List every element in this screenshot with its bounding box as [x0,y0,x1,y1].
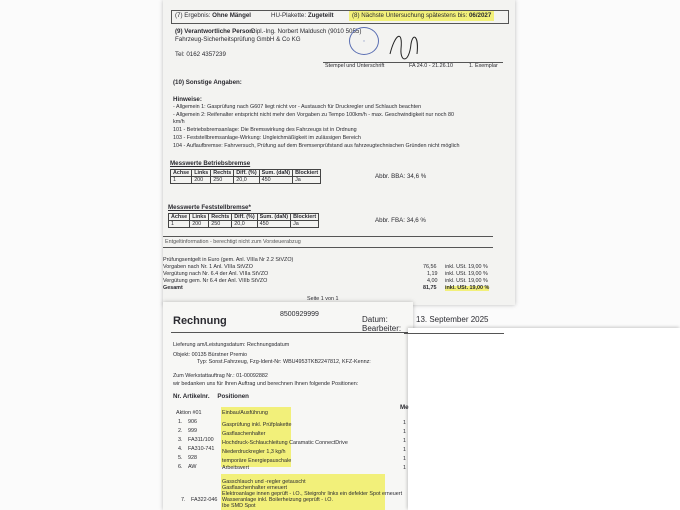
object-line: Objekt: 00135 Bürstner Premio [173,352,248,358]
item-desc: Ibe SMD Spot [222,503,256,509]
work-note: Elektroanlage innen geprüft - i.O., Steigrohr links ein defekter Spot erneuert [222,491,403,497]
item-article: FA311/100 [188,437,214,443]
col-header: Blockiert [291,214,319,221]
result-value: Ohne Mängel [212,12,252,19]
table-cell: 450 [257,221,290,228]
work-note: Wasseranlage inkl. Boilerheizung geprüft - i.O. [222,497,333,503]
responsible-label: (9) Verantwortliche Person: [175,28,256,35]
fee-label: Vorgaben nach Nr. 1 Anl. VIIIa StVZO [163,264,253,270]
col-header: Rechts [209,214,232,221]
item-desc: temporäre Energiepauschale [222,458,292,464]
service-brake-abbr: Abbr. BBA: 34,6 % [375,173,427,180]
note-line: km/h [173,119,185,125]
divider [163,247,493,248]
quantity-cell: 1 [403,420,406,426]
item-nr: 5. [178,455,183,461]
fee-amount: 4,00 [427,278,438,284]
intro-line: wir bedanken uns für Ihren Auftrag und berechnen Ihnen folgende Positionen: [173,381,359,387]
fee-total-label: Gesamt [163,285,183,291]
work-note: Gasflaschenhalter erneuert [222,485,288,491]
item-nr: 3. [178,437,183,443]
table-cell: 450 [259,177,292,184]
col-header: Sum. (daN) [259,170,292,177]
responsible-phone: Tel: 0162 4357239 [175,51,226,58]
col-nr: Nr. [173,393,182,400]
parking-brake-title: Messwerte Feststellbremse* [168,204,251,211]
item-article: 928 [188,455,197,461]
next-inspection-label: (8) Nächste Untersuchung spätestens bis: [352,12,468,19]
parking-brake-table [168,213,319,228]
item-desc: Hochdruck-Schlauchleitung Caramatic ConnectDrive [222,440,348,446]
item-article: FA322-046 [191,497,218,503]
page-footer: Seite 1 von 1 [307,296,339,302]
note-line: - Allgemein 2: Reifenalter entspricht nicht mehr den Vorgaben zu Tempo 100km/h - max. Geschwindigkeit nur noch 80 [173,112,454,118]
table-cell: 250 [211,177,234,184]
service-brake-table [170,169,321,184]
result-label: (7) Ergebnis: [175,12,211,19]
fee-amount: 76,56 [423,264,437,270]
responsible-company: Fahrzeug-Sicherheitsprüfung GmbH & Co KG [175,36,301,43]
copy-note: 1. Exemplar [469,63,498,69]
fee-amount: 1,19 [427,271,438,277]
item-desc: Arbeitswert [222,465,249,471]
fee-tax: inkl. USt. 19,00 % [445,271,488,277]
quantity-cell: 1 [403,465,406,471]
quantity-cell: 1 [403,447,406,453]
table-row [169,221,319,228]
item-nr: 6. [178,464,183,470]
col-header: Diff. (%) [234,170,259,177]
item-nr: 7. [181,497,186,503]
col-header: Links [192,170,211,177]
note-line: 104 - Auflaufbremse: Fahrversuch, Prüfung auf dem Bremsenprüfstand aus fahrzeugtechnischen Gründen nicht möglich [173,143,460,149]
hu-plakette-value: Zugeteilt [307,12,334,19]
item-article: FA310-741 [188,446,215,452]
col-header: Rechts [211,170,234,177]
col-positions: Positionen [217,393,249,400]
stamp-caption: Stempel und Unterschrift [325,63,385,69]
col-header: Links [190,214,209,221]
item-nr: 1. [178,419,183,425]
fee-total-tax: inkl. USt. 19,00 % [445,285,490,291]
fee-label: Vergütung nach Nr. 6.4 der Anl. VIIIa StVZO [163,271,269,277]
col-header: Sum. (daN) [257,214,290,221]
table-cell: Ja [293,177,321,184]
item-nr: 4. [178,446,183,452]
table-cell: 20,0 [232,221,257,228]
official-stamp: ○ [349,27,379,55]
work-order-line: Zum Werkstattauftrag Nr.: 01-00092882 [173,373,268,379]
form-code: FA 24.0 - 21.26.10 [409,63,454,69]
editor-line [404,333,504,334]
hu-plakette-label: HU-Plakette: [271,12,307,19]
item-desc: Gasflaschenhalter [222,431,266,437]
invoice-page [163,302,413,510]
quantity-cell: 1 [403,438,406,444]
fee-tax: inkl. USt. 19,00 % [445,264,488,270]
service-brake-title: Messwerte Betriebsbremse [170,160,251,167]
signature [385,24,435,66]
table-cell: 20,0 [234,177,259,184]
fee-label: Prüfungsentgelt in Euro (gem. Anl. VIIIa Nr 2.2 StVZO) [163,257,294,263]
item-article: 906 [188,419,197,425]
item-nr: 2. [178,428,183,434]
col-header: Achse [171,170,192,177]
table-cell: 1 [171,177,192,184]
table-cell: 200 [192,177,211,184]
entgelt-info: Entgeltinformation - berechtigt nicht zum Vorsteuerabzug [165,239,301,245]
invoice-header-sheet [408,328,680,510]
fee-tax: inkl. USt. 19,00 % [445,278,488,284]
invoice-title: Rechnung [173,315,227,327]
col-header: Achse [169,214,190,221]
note-line: - Allgemein 1: Gasprüfung nach G607 liegt nicht vor - Austausch für Druckregler und Schlauch beachten [173,104,422,110]
notes-title: Hinweise: [173,96,202,103]
item-article: 999 [188,428,197,434]
table-row [171,177,321,184]
fee-total-amount: 81,75 [423,285,437,291]
table-cell: 1 [169,221,190,228]
date-value: 13. September 2025 [416,315,489,324]
fee-label: Vergütung gem. Nr 6.4 der Anl. VIIIb StVZO [163,278,268,284]
parking-brake-abbr: Abbr. FBA: 34,6 % [375,217,426,224]
divider [163,236,493,237]
action-title: Einbau/Ausführung [222,410,268,416]
item-desc: Niederdruckregler 1,3 kg/h [222,449,286,455]
date-label: Datum: [362,315,388,324]
other-info-title: (10) Sonstige Angaben: [173,79,242,86]
note-line: 103 - Feststellbremsanlage-Wirkung: Ungleichmäßigkeit im zulässigen Bereich [173,135,361,141]
col-header: Diff. (%) [232,214,257,221]
editor-label: Bearbeiter: [362,324,402,333]
note-line: 101 - Betriebsbremsanlage: Die Bremswirkung des Fahrzeugs ist in Ordnung [173,127,357,133]
table-cell: 250 [209,221,232,228]
table-cell: Ja [291,221,319,228]
col-header: Blockiert [293,170,321,177]
quantity-cell: 1 [403,456,406,462]
work-note: Gasschlauch und -regler getauscht [222,479,306,485]
quantity-header: Me [400,404,409,411]
table-header-row [169,214,319,221]
table-header-row [171,170,321,177]
hu-report-page [163,0,515,305]
action-label: Aktion #01 [176,410,202,416]
col-article: Artikelnr. [182,393,210,400]
quantity-cell: 1 [403,429,406,435]
table-cell: 200 [190,221,209,228]
next-inspection-value: 06/2027 [468,12,492,19]
item-article: AW [188,464,197,470]
invoice-number: 8500929999 [280,311,319,318]
delivery-line: Lieferung am/Leistungsdatum: Rechnungsdatum [173,342,290,348]
item-desc: Gasprüfung inkl. Prüfplakette [222,422,292,428]
type-line: Typ: Sonst.Fahrzeug, Fzg-Ident-Nr: WBU4953TKB2247812, KFZ-Kennz: [197,359,371,365]
responsible-person: Dipl.-Ing. Norbert Maldusch (9010 5055) [251,28,362,35]
